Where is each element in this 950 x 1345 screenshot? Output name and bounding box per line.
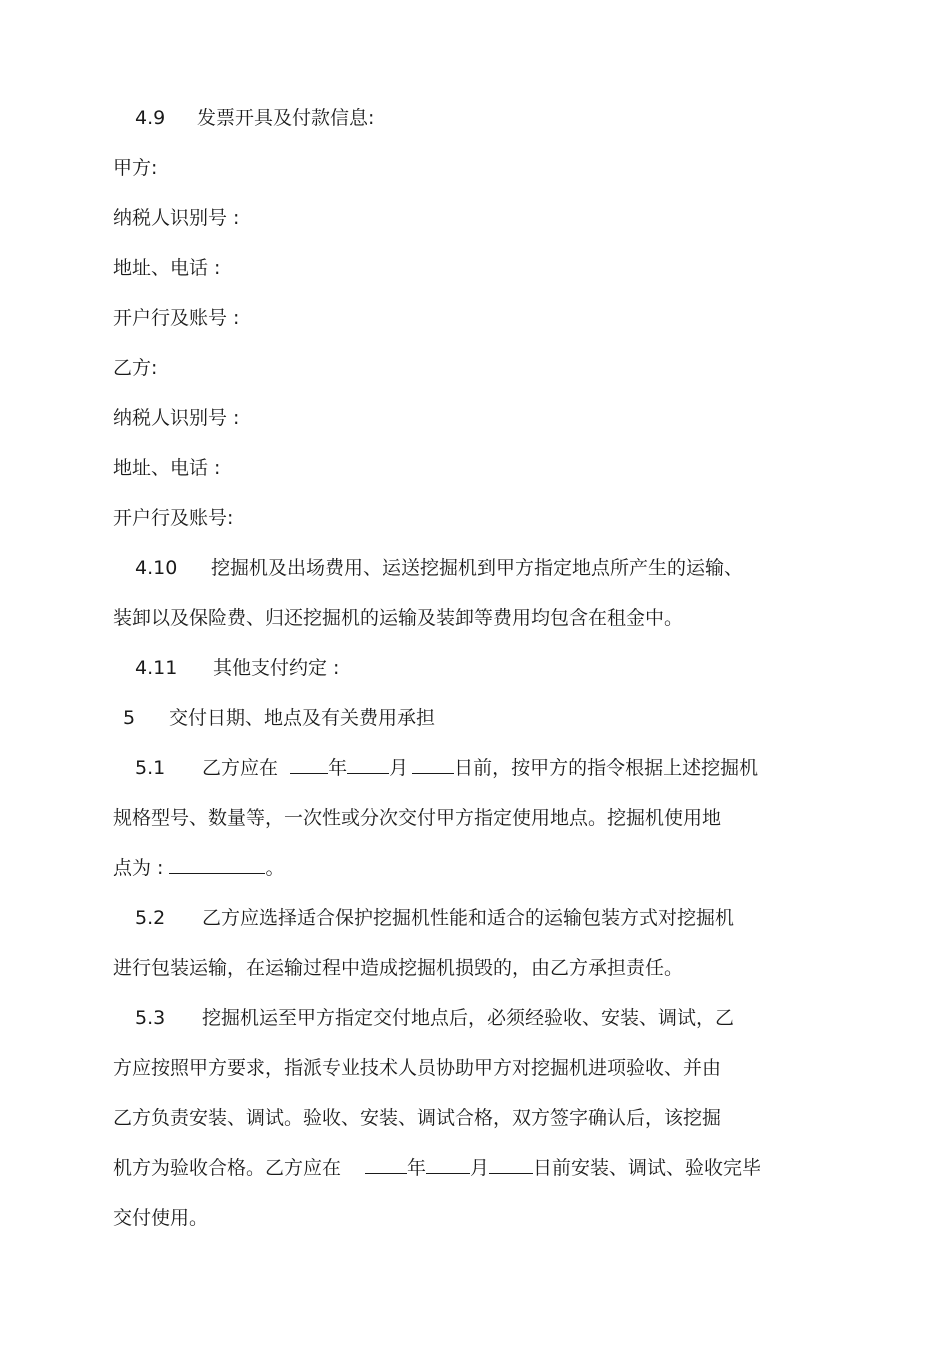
- party-a-title: 甲方:: [113, 157, 158, 179]
- day-blank: [489, 1155, 533, 1174]
- clause-text: 日前，按甲方的指令根据上述挖掘机: [454, 757, 759, 779]
- clause-5-2: [135, 905, 734, 931]
- month-blank: [347, 755, 389, 774]
- party-b-title: 乙方:: [113, 357, 158, 379]
- clause-number: 4.11: [135, 657, 178, 679]
- year-blank: [290, 755, 328, 774]
- clause-text: 乙方应选择适合保护挖掘机性能和适合的运输包装方式对挖掘机: [202, 907, 735, 929]
- clause-5-1: [135, 755, 758, 781]
- year-label: 年: [407, 1157, 427, 1179]
- year-blank: [365, 1155, 407, 1174]
- clause-text: 日前安装、调试、验收完毕: [533, 1157, 762, 1179]
- clause-4-10: [135, 555, 743, 581]
- clause-text: 机方为验收合格。乙方应在: [113, 1157, 342, 1179]
- clause-5-3-line-3: 乙方负责安装、调试。验收、安装、调试合格，双方签字确认后，该挖掘: [113, 1107, 722, 1129]
- clause-number: 4.10: [135, 557, 178, 579]
- clause-text: 挖掘机运至甲方指定交付地点后，必须经验收、安装、调试，乙: [202, 1007, 735, 1029]
- day-blank: [412, 755, 454, 774]
- clause-number: 5.2: [135, 907, 166, 929]
- clause-text: 乙方应在: [202, 757, 279, 779]
- clause-text: 其他支付约定 :: [213, 657, 340, 679]
- clause-number: 5.1: [135, 757, 166, 779]
- location-blank: [169, 855, 265, 874]
- section-5-heading: [123, 705, 435, 731]
- party-a-address-phone: 地址、电话 :: [113, 257, 221, 279]
- clause-5-2-line-2: 进行包装运输，在运输过程中造成挖掘机损毁的，由乙方承担责任。: [113, 957, 684, 979]
- clause-text: 挖掘机及出场费用、运送挖掘机到甲方指定地点所产生的运输、: [211, 557, 744, 579]
- month-label: 月: [389, 757, 409, 779]
- clause-text: 发票开具及付款信息:: [197, 107, 375, 129]
- party-b-bank-account: 开户行及账号:: [113, 507, 234, 529]
- clause-number: 5.3: [135, 1007, 166, 1029]
- party-a-tax-id: 纳税人识别号 :: [113, 207, 240, 229]
- party-b-tax-id: 纳税人识别号 :: [113, 407, 240, 429]
- clause-5-3-line-2: 方应按照甲方要求，指派专业技术人员协助甲方对挖掘机进项验收、并由: [113, 1057, 722, 1079]
- clause-number: 4.9: [135, 107, 166, 129]
- year-label: 年: [328, 757, 348, 779]
- clause-5-3: [135, 1005, 734, 1031]
- clause-5-3-line-4: [113, 1155, 761, 1181]
- party-b-address-phone: 地址、电话 :: [113, 457, 221, 479]
- section-title: 交付日期、地点及有关费用承担: [169, 707, 436, 729]
- clause-4-11: [135, 655, 339, 681]
- clause-4-10-line-2: 装卸以及保险费、归还挖掘机的运输及装卸等费用均包含在租金中。: [113, 607, 684, 629]
- clause-5-1-line-3: [113, 855, 284, 881]
- clause-text: 点为 :: [113, 857, 164, 879]
- clause-text: 。: [265, 857, 285, 879]
- clause-4-9: [135, 105, 374, 131]
- section-number: 5: [123, 707, 136, 729]
- party-a-bank-account: 开户行及账号 :: [113, 307, 240, 329]
- month-blank: [426, 1155, 470, 1174]
- clause-5-3-line-5: 交付使用。: [113, 1207, 209, 1229]
- clause-5-1-line-2: 规格型号、数量等，一次性或分次交付甲方指定使用地点。挖掘机使用地: [113, 807, 722, 829]
- month-label: 月: [470, 1157, 490, 1179]
